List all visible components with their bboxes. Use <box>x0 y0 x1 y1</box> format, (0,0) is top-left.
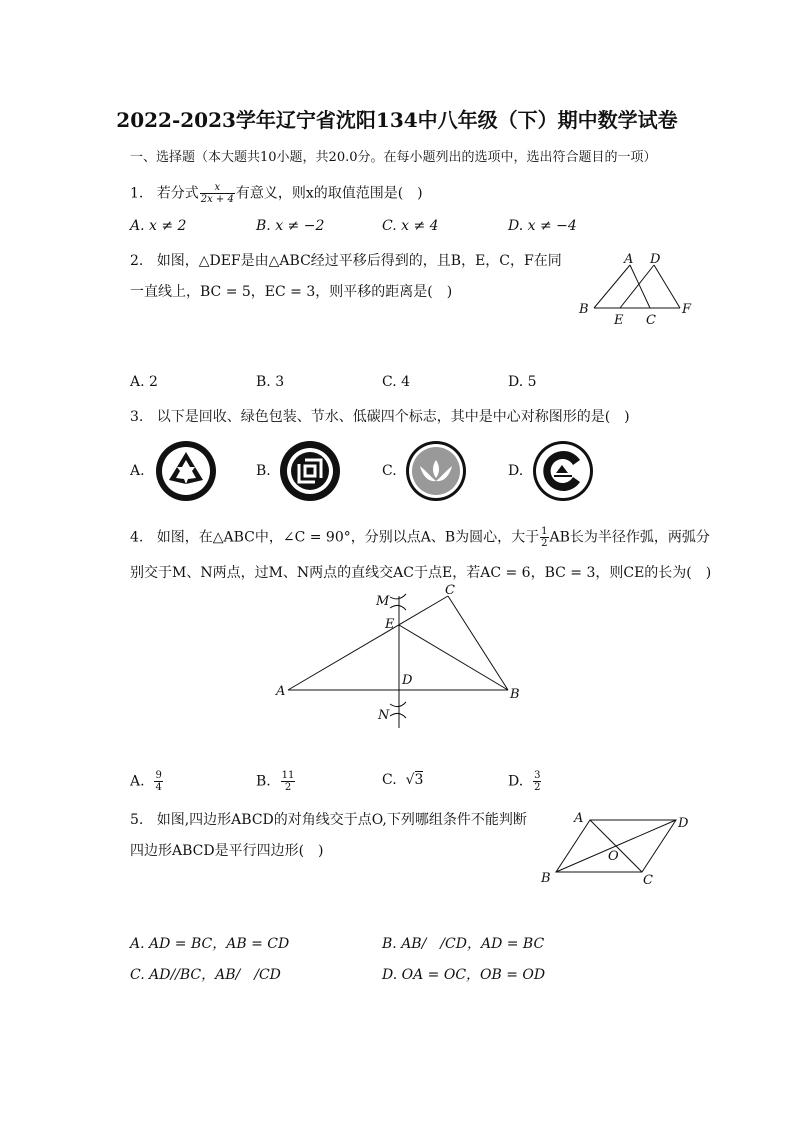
diagonal-bd <box>556 820 676 872</box>
option-a[interactable]: A. x ≠ 2 <box>130 218 187 234</box>
question-5-line2: 四边形ABCD是平行四边形( ) <box>130 843 324 859</box>
fraction-denominator: 4 <box>155 782 162 793</box>
fraction <box>540 526 548 549</box>
question-number: 4. <box>130 529 144 546</box>
label-m: M <box>376 594 390 609</box>
fraction-denominator: 2 <box>534 782 541 793</box>
option-label: C. <box>382 772 397 788</box>
label-e: E <box>614 313 624 328</box>
fraction-numerator: x <box>200 182 235 194</box>
label-b: B <box>541 871 551 886</box>
option-c[interactable]: C. AD//BC，AB/ /CD <box>130 967 281 983</box>
water-saving-logo[interactable] <box>405 440 467 502</box>
arc-m <box>390 605 406 610</box>
question-2-line2: 一直线上，BC = 5，EC = 3，则平移的距离是( ) <box>130 284 453 300</box>
segment-cb <box>448 596 508 690</box>
segment-ac <box>288 596 448 690</box>
option-d[interactable]: D. 5 <box>508 374 537 390</box>
question-text: 有意义，则x的取值范围是( ) <box>235 185 423 202</box>
label-a: A <box>624 252 634 267</box>
label-c: C <box>445 583 455 598</box>
option-a[interactable] <box>130 770 164 793</box>
question-4-line2: 别交于M、N两点，过M、N两点的直线交AC于点E，若AC = 6，BC = 3，则CE的长为( ) <box>130 565 712 581</box>
option-a[interactable]: A. 2 <box>130 374 158 390</box>
fraction-denominator: 2 <box>541 538 548 549</box>
label-c: C <box>643 873 653 888</box>
option-b[interactable]: B. AB/ /CD，AD = BC <box>382 936 545 952</box>
option-b[interactable]: B. 3 <box>256 374 285 390</box>
label-d: D <box>678 816 689 831</box>
question-number: 5. <box>130 812 144 828</box>
option-label: D. <box>508 773 524 790</box>
option-a[interactable]: A. <box>130 463 145 479</box>
option-b[interactable]: B. x ≠ −2 <box>256 218 325 234</box>
question-number: 3. <box>130 409 144 425</box>
option-b[interactable] <box>256 770 296 793</box>
option-c[interactable]: C. 4 <box>382 374 411 390</box>
horizon-line <box>554 475 572 477</box>
fraction-numerator: 9 <box>155 770 162 781</box>
label-a: A <box>276 684 286 699</box>
label-d: D <box>402 673 413 688</box>
option-b[interactable]: B. <box>256 463 271 479</box>
option-c[interactable] <box>382 772 423 788</box>
label-b: B <box>510 687 520 702</box>
arc-n <box>390 713 406 718</box>
fraction <box>533 770 541 793</box>
arc-n <box>390 702 406 707</box>
segment-df <box>654 265 680 308</box>
label-n: N <box>378 708 390 723</box>
label-f: F <box>682 302 692 317</box>
fraction-numerator: 11 <box>281 770 295 781</box>
question-number: 1. <box>130 185 144 202</box>
question-number: 2. <box>130 253 144 269</box>
arc-m <box>390 594 406 599</box>
translation-figure <box>572 248 702 328</box>
label-c: C <box>646 313 656 328</box>
option-label: A. <box>130 773 145 790</box>
label-b: B <box>579 302 589 317</box>
segment-eb <box>399 625 508 690</box>
low-carbon-logo[interactable] <box>532 440 594 502</box>
fraction <box>200 182 235 205</box>
option-c[interactable]: C. x ≠ 4 <box>382 218 439 234</box>
question-4 <box>130 526 710 549</box>
question-2 <box>130 250 562 270</box>
segment-ac <box>630 265 650 308</box>
option-d[interactable] <box>508 770 542 793</box>
question-text: 如图，在△ABC中，∠C = 90°，分别以点A、B为圆心，大于 <box>156 529 540 546</box>
question-text: 若分式 <box>156 185 199 202</box>
question-5 <box>130 809 527 829</box>
exam-title: 2022-2023学年辽宁省沈阳134中八年级（下）期中数学试卷 <box>116 108 678 132</box>
label-d: D <box>650 252 661 267</box>
fraction-denominator: 2 <box>284 782 292 793</box>
recycle-logo[interactable] <box>155 440 217 502</box>
fraction-numerator: 3 <box>534 770 541 781</box>
triangle-figure <box>268 580 528 732</box>
label-a: A <box>574 811 584 826</box>
option-label: B. <box>256 773 271 790</box>
option-d[interactable]: D. <box>508 463 524 479</box>
parallelogram-figure <box>536 806 696 890</box>
question-text: 如图，△DEF是由△ABC经过平移后得到的，且B，E，C，F在同 <box>156 253 562 269</box>
question-3 <box>130 406 630 426</box>
label-o: O <box>608 849 619 864</box>
fraction-numerator: 1 <box>541 526 548 537</box>
fraction-denominator: 2x + 4 <box>200 194 234 205</box>
section-heading: 一、选择题（本大题共10小题，共20.0分。在每小题列出的选项中，选出符合题目的一项） <box>130 150 657 165</box>
question-text: 如图,四边形ABCD的对角线交于点O,下列哪组条件不能判断 <box>156 812 527 828</box>
green-package-logo[interactable] <box>279 440 341 502</box>
sqrt-sign: √ <box>405 772 415 788</box>
fraction <box>281 770 296 793</box>
fraction <box>154 770 162 793</box>
option-d[interactable]: D. OA = OC，OB = OD <box>382 967 546 983</box>
label-e: E <box>385 617 395 632</box>
question-1 <box>130 182 423 205</box>
option-c[interactable]: C. <box>382 463 397 479</box>
question-text: 以下是回收、绿色包装、节水、低碳四个标志，其中是中心对称图形的是( ) <box>156 409 630 425</box>
option-d[interactable]: D. x ≠ −4 <box>508 218 577 234</box>
question-text: AB长为半径作弧，两弧分 <box>549 529 710 546</box>
sqrt-radicand: 3 <box>414 772 424 788</box>
option-a[interactable]: A. AD = BC，AB = CD <box>130 936 290 952</box>
